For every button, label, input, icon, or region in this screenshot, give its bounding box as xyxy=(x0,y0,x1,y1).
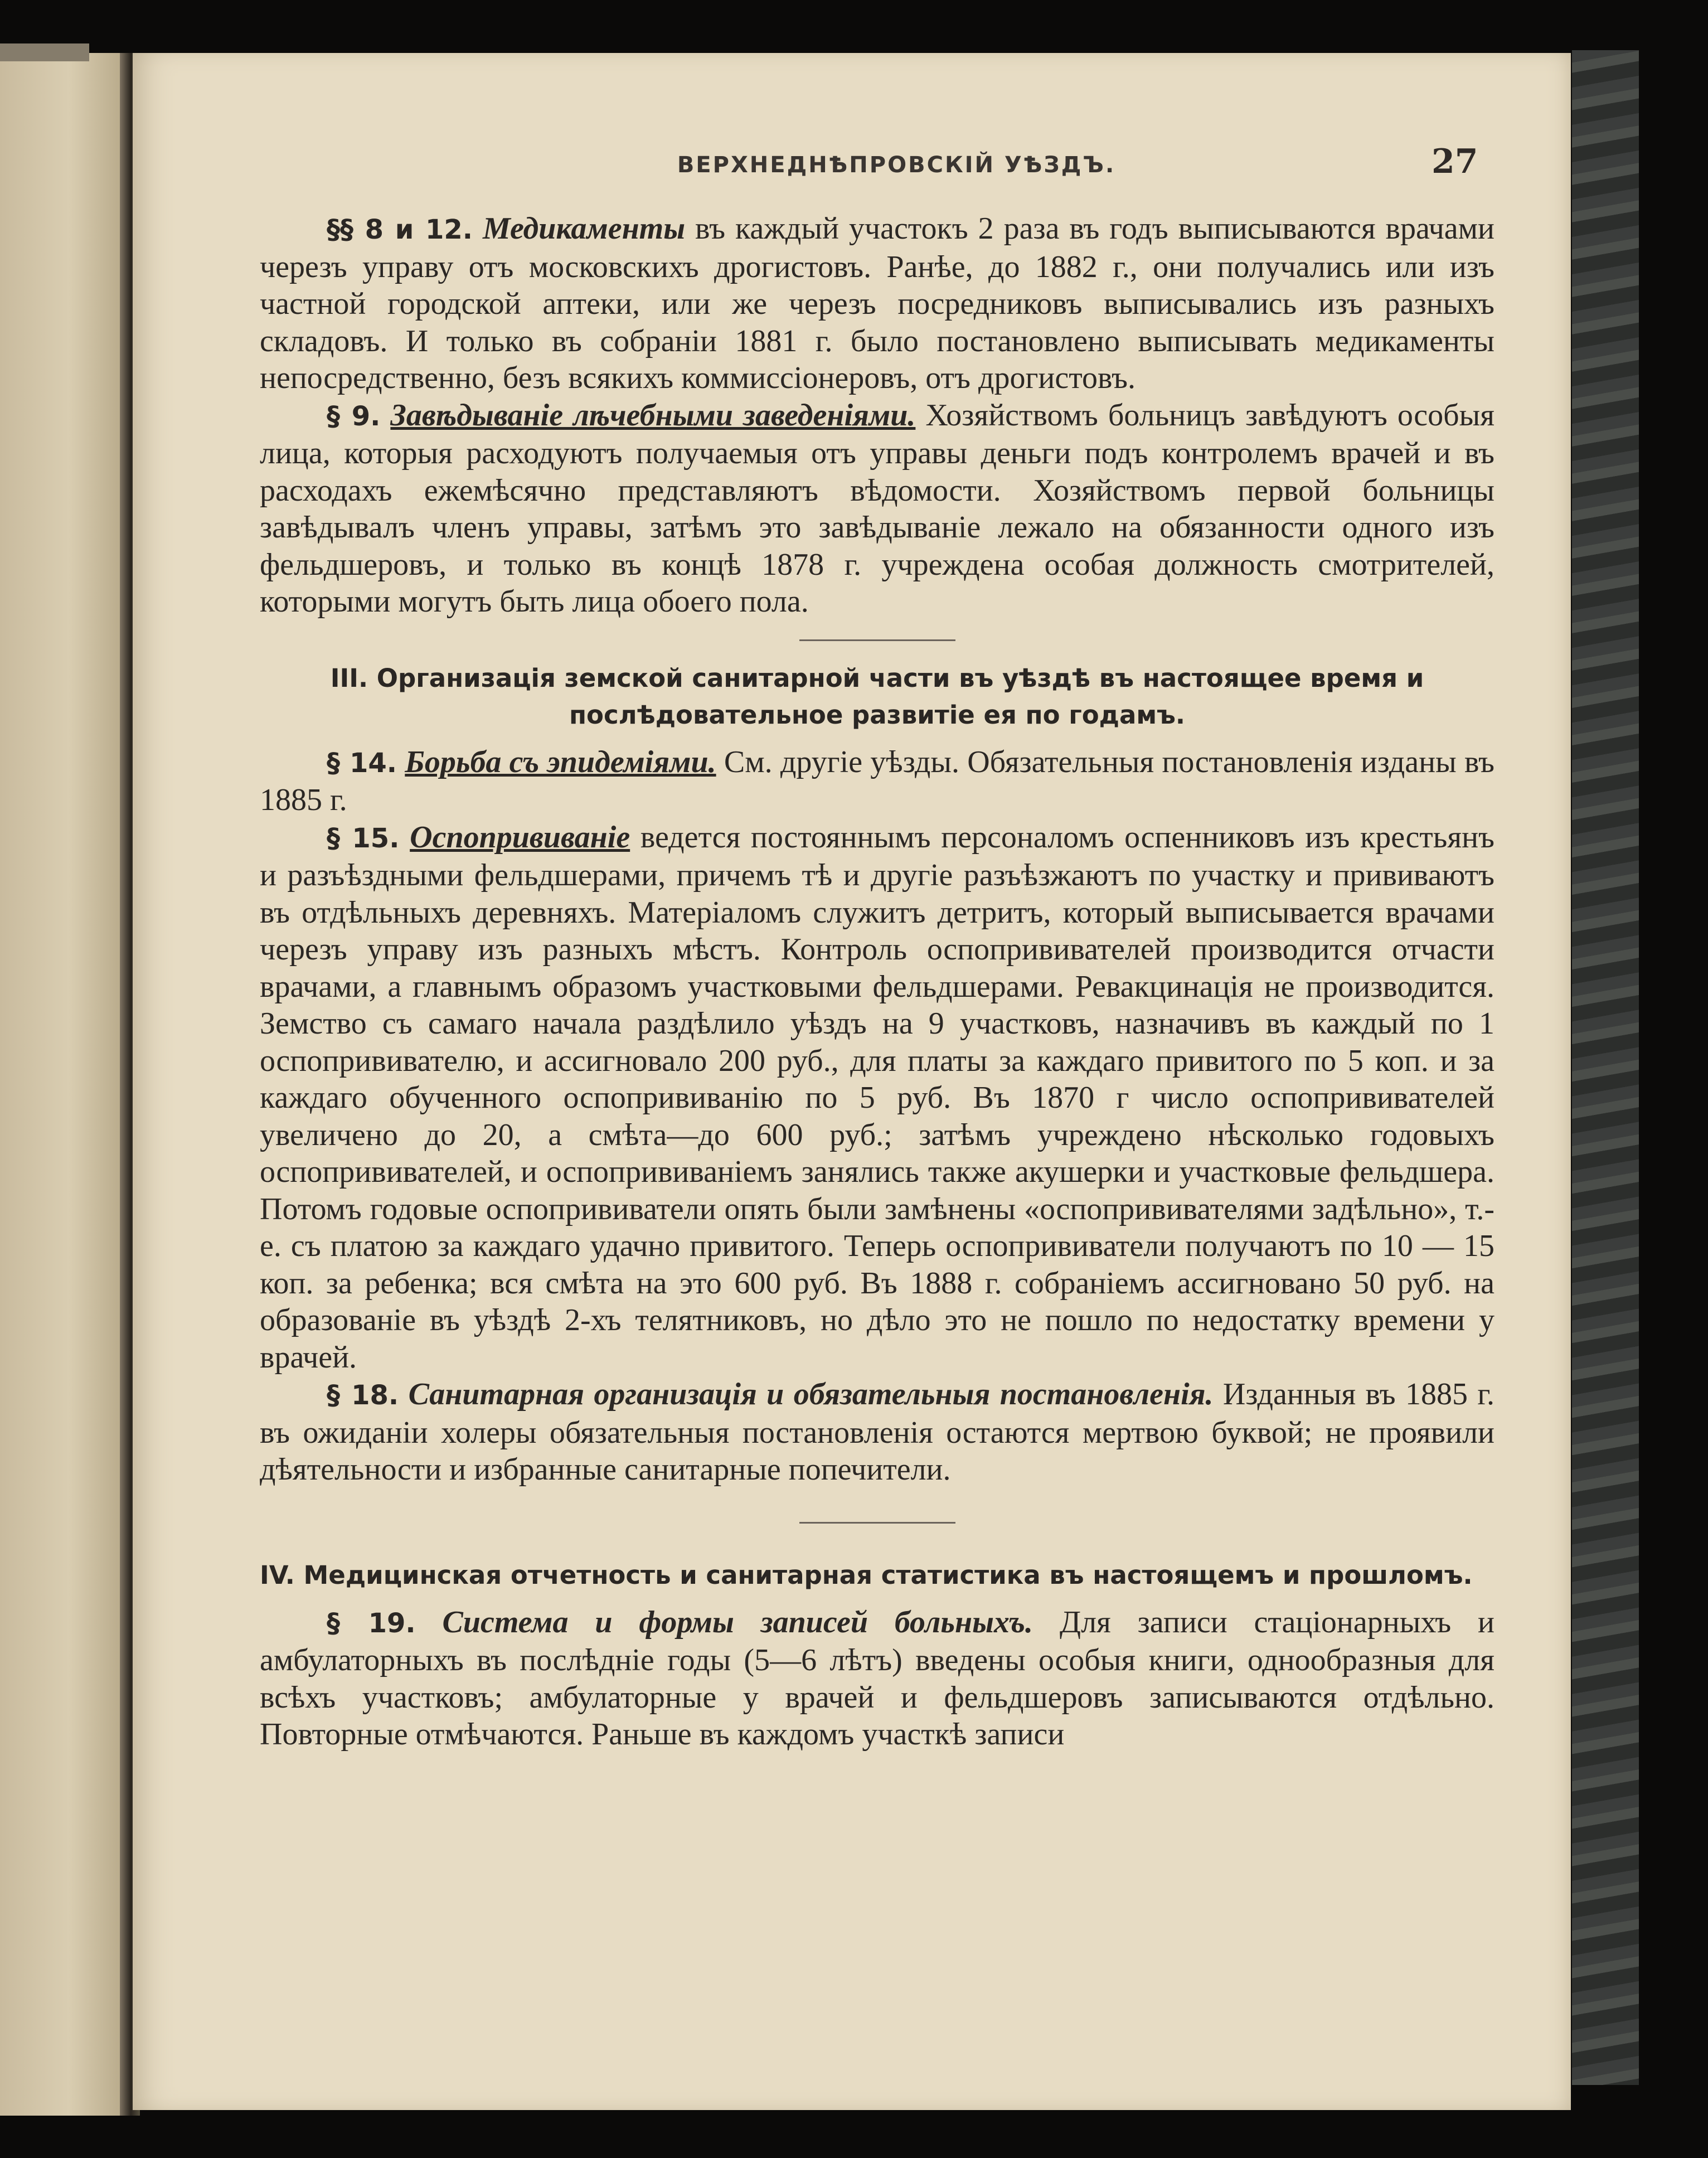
rubric: Оспопрививаніе xyxy=(410,819,630,855)
paragraph-9 xyxy=(260,397,1494,620)
section-mark: §§ 8 и 12. xyxy=(327,214,473,245)
rubric: Санитарная организація и обязательныя постановленія. xyxy=(408,1377,1214,1412)
page-body xyxy=(260,210,1494,1753)
paragraph-text: Для записи стаціонарныхъ и амбулаторныхъ въ послѣдніе годы (5—6 лѣтъ) введены особыя книги, однообразныя для всѣхъ участковъ; амбулаторные у врачей и фельдшеровъ записываются отдѣльно. Повторные отмѣчаются. Раньше въ каждомъ участкѣ записи xyxy=(260,1604,1495,1752)
book-page xyxy=(133,53,1571,2110)
section-mark: § 18. xyxy=(327,1380,399,1411)
rubric: Медикаменты xyxy=(482,211,686,246)
chapter-heading-4: IV. Медицинская отчетность и санитарная статистика въ настоящемъ и прошломъ. xyxy=(260,1560,1473,1590)
running-head: ВЕРХНЕДНѢПРОВСКІЙ УѢЗДЪ. xyxy=(677,152,1116,178)
section-mark: § 19. xyxy=(327,1607,416,1639)
rubric: Система и формы записей больныхъ. xyxy=(442,1604,1033,1640)
paragraph-text: въ каждый участокъ 2 раза въ годъ выписываются врачами черезъ управу отъ московскихъ дрогистовъ. Ранѣе, до 1882 г., они получались или изъ частной городской аптеки, или же черезъ посредниковъ выписывались изъ разныхъ складовъ. И только въ собраніи 1881 г. было постановлено выписывать медикаменты непосредственно, безъ всякихъ коммиссіонеровъ, отъ дрогистовъ. xyxy=(260,211,1495,395)
section-mark: § 9. xyxy=(327,400,381,432)
paragraph-15 xyxy=(260,819,1494,1376)
paragraph-text: См. другіе уѣзды. Обязательныя постановленія изданы въ 1885 г. xyxy=(260,744,1494,817)
left-cover-strip xyxy=(0,43,89,61)
paragraph-text: ведется постояннымъ персоналомъ оспенниковъ изъ крестьянъ и разъѣздными фельдшерами, причемъ тѣ и другіе разъѣзжаютъ по участку и прививаютъ въ отдѣльныхъ деревняхъ. Матеріаломъ служитъ детритъ, который выписывается врачами черезъ управу изъ разныхъ мѣстъ. Контроль оспопрививателей производится отчасти врачами, а главнымъ образомъ участковыми фельдшерами. Ревакцинація не производится. Земство съ самаго начала раздѣлило уѣздъ на 9 участковъ, назначивъ въ каждый по 1 оспопрививателю, и ассигновало 200 руб., для платы за каждаго привитого по 5 коп. и за каждаго обученного оспопрививанію по 5 руб. Въ 1870 г число оспопрививателей увеличено до 20, а смѣта—до 600 руб.; затѣмъ учреждено нѣсколько годовыхъ оспопрививателей, и оспопрививаніемъ занялись также акушерки и участковые фельдшера. Потомъ годовые оспопрививатели опять были замѣнены «оспопрививателями задѣльно», т.-е. съ платою за каждаго удачно привитого. Теперь оспопрививатели получаютъ по 10 — 15 коп. за ребенка; вся смѣта на это 600 руб. Въ 1888 г. собраніемъ ассигновано 50 руб. на образованіе въ уѣздѣ 2-хъ телятниковъ, но дѣло это не пошло по недостатку времени у врачей. xyxy=(260,819,1494,1375)
rubric: Борьба съ эпидеміями. xyxy=(405,744,716,779)
paragraph-8-12 xyxy=(260,210,1494,397)
paragraph-text: Хозяйствомъ больницъ завѣдуютъ особыя лица, которыя расходуютъ получаемыя отъ управы деньги подъ контролемъ врачей и въ расходахъ ежемѣсячно представляютъ вѣдомости. Хозяйствомъ первой больницы завѣдывалъ членъ управы, затѣмъ это завѣдываніе лежало на обязанности одного изъ фельдшеровъ, и только въ концѣ 1878 г. учреждена особая должность смотрителей, которыми могутъ быть лица обоего пола. xyxy=(260,397,1495,619)
left-page-edge xyxy=(0,53,125,2116)
section-mark: § 15. xyxy=(327,822,400,854)
section-mark: § 14. xyxy=(327,747,397,779)
paragraph-14 xyxy=(260,744,1494,819)
paragraph-text: Изданныя въ 1885 г. въ ожиданіи холеры обязательныя постановленія остаются мертвою буквой; не проявили дѣятельности и избранные санитарные попечители. xyxy=(260,1377,1495,1487)
paragraph-19 xyxy=(260,1604,1494,1753)
chapter-heading-3: III. Организація земской санитарной части въ уѣздѣ въ настоящее время и послѣдовательное развитіе ея по годамъ. xyxy=(330,663,1424,730)
page-number: 27 xyxy=(1432,142,1478,181)
rubric: Завѣдываніе лѣчебными заведеніями. xyxy=(390,397,916,433)
right-cover-edge xyxy=(1572,50,1639,2085)
paragraph-18 xyxy=(260,1376,1494,1488)
